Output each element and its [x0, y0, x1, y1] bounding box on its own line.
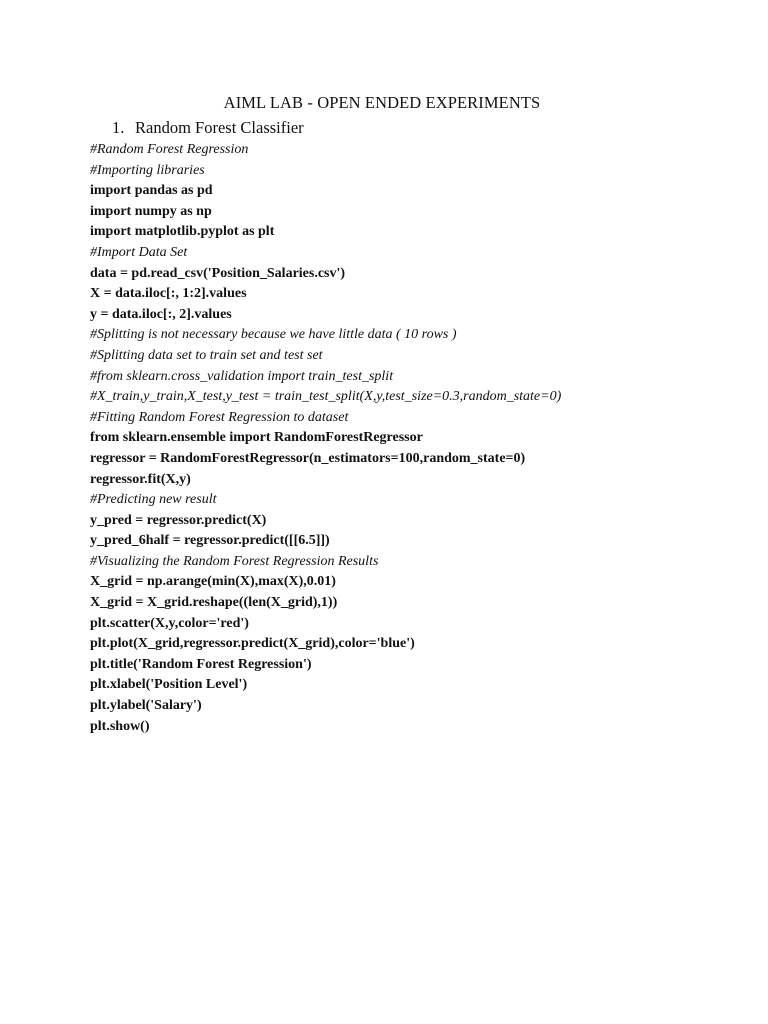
code-line: y = data.iloc[:, 2].values — [90, 306, 232, 322]
code-line: X = data.iloc[:, 1:2].values — [90, 286, 247, 302]
code-line: plt.plot(X_grid,regressor.predict(X_grid),color='blue') — [90, 636, 415, 652]
code-comment-line: #from sklearn.cross_validation import train_test_split — [90, 368, 394, 384]
code-line: import numpy as np — [90, 203, 212, 219]
code-line: data = pd.read_csv('Position_Salaries.csv') — [90, 265, 346, 281]
code-listing — [90, 140, 750, 737]
code-line: X_grid = X_grid.reshape((len(X_grid),1)) — [90, 595, 338, 611]
code-line: plt.xlabel('Position Level') — [90, 677, 248, 693]
code-line: X_grid = np.arange(min(X),max(X),0.01) — [90, 574, 336, 590]
code-comment-line: #X_train,y_train,X_test,y_test = train_test_split(X,y,test_size=0.3,random_state=0) — [90, 389, 562, 405]
document-title: AIML LAB - OPEN ENDED EXPERIMENTS — [223, 93, 541, 112]
code-comment-line: #Random Forest Regression — [90, 142, 249, 157]
code-comment-line: #Import Data Set — [90, 244, 188, 260]
code-comment-line: #Splitting data set to train set and test set — [90, 347, 323, 363]
code-line: y_pred = regressor.predict(X) — [90, 512, 267, 528]
code-line: y_pred_6half = regressor.predict([[6.5]]) — [90, 533, 330, 549]
code-line: regressor = RandomForestRegressor(n_estimators=100,random_state=0) — [90, 450, 526, 466]
code-line: plt.show() — [90, 718, 150, 734]
section-number: 1. — [112, 118, 125, 137]
code-line: plt.scatter(X,y,color='red') — [90, 615, 249, 631]
code-line: import pandas as pd — [90, 183, 213, 199]
code-line: from sklearn.ensemble import RandomForestRegressor — [90, 430, 423, 446]
code-comment-line: #Visualizing the Random Forest Regression Results — [90, 553, 379, 569]
code-line: plt.title('Random Forest Regression') — [90, 656, 312, 672]
code-comment-line: #Predicting new result — [90, 492, 217, 508]
section-title: Random Forest Classifier — [135, 118, 304, 137]
code-line: regressor.fit(X,y) — [90, 471, 191, 487]
code-comment-line: #Splitting is not necessary because we have little data ( 10 rows ) — [90, 327, 457, 343]
code-comment-line: #Importing libraries — [90, 162, 205, 178]
code-line: plt.ylabel('Salary') — [90, 698, 202, 714]
section-heading — [112, 118, 304, 138]
code-comment-line: #Fitting Random Forest Regression to dataset — [90, 409, 349, 425]
code-line: import matplotlib.pyplot as plt — [90, 224, 275, 240]
